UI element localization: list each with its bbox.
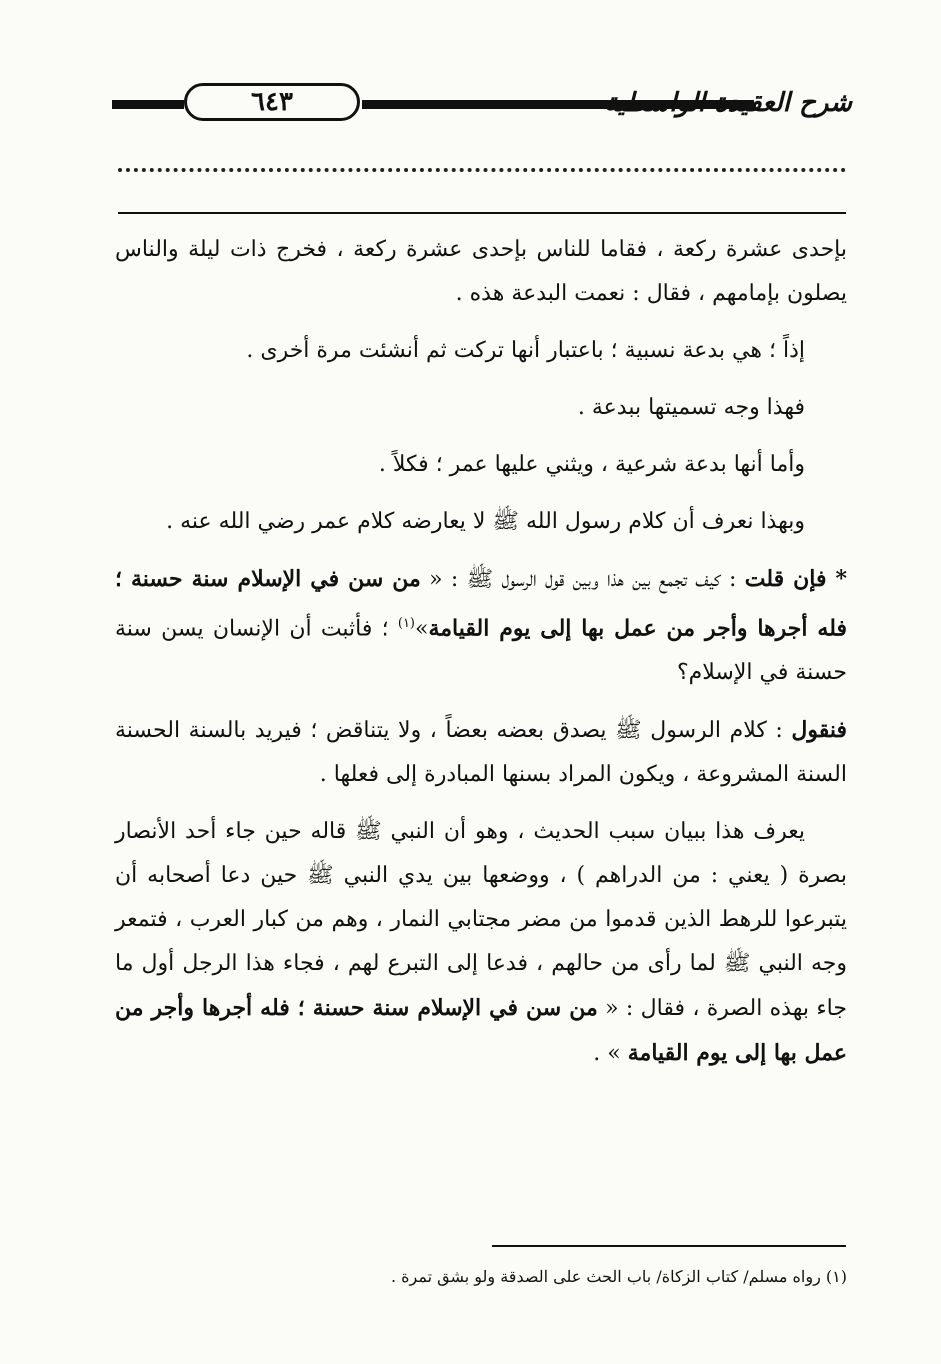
paragraph-4: وأما أنها بدعة شرعية ، ويثني عليها عمر ؛ فكلاً .: [378, 452, 805, 477]
paragraph-2: إذاً ؛ هي بدعة نسبية ؛ باعتبار أنها تركت ثم أنشئت مرة أخرى .: [246, 338, 805, 363]
hadith-context: يعرف هذا ببيان سبب الحديث ، وهو أن النبي ﷺ قاله حين جاء أحد الأنصار بصرة ( يعني : من الدراهم ) ، ووضعها بين يدي النبي ﷺ حين دعا أصحابه أن يتبرعوا للرهط الذين قدموا من مضر مجتابي النمار ، وهم من كبار العرب ، فتمعر وجه النبي ﷺ لما رأى من حالهم ، فدعا إلى التبرع لهم ، فجاء هذا الرجل أول ما جاء بهذه الصرة ، فقال : «: [115, 819, 847, 1022]
header-rule-left: [112, 100, 184, 109]
footnote-ref: (١): [397, 616, 415, 631]
question-tail: ؛ فأثبت أن الإنسان يسن سنة حسنة في الإسلام؟: [115, 616, 847, 686]
paragraph-3: فهذا وجه تسميتها ببدعة .: [577, 395, 805, 420]
hadith-quote-2: من سن في الإسلام سنة حسنة ؛ فله أجرها وأجر من عمل بها إلى يوم القيامة: [115, 995, 847, 1067]
answer-text: : كلام الرسول ﷺ يصدق بعضه بعضاً ، ولا يتناقض ؛ فيريد بالسنة الحسنة السنة المشروعة ، ويكون المراد بسنها المبادرة إلى فعلها .: [115, 718, 847, 788]
hadith-quote: من سن في الإسلام سنة حسنة ؛ فله أجرها وأجر من عمل بها إلى يوم القيامة: [115, 566, 847, 642]
paragraph-5: وبهذا نعرف أن كلام رسول الله ﷺ لا يعارضه كلام عمر رضي الله عنه .: [166, 509, 805, 534]
paragraph-1: بإحدى عشرة ركعة ، فقاما للناس بإحدى عشرة ركعة ، فخرج ذات ليلة والناس يصلون بإمامهم ، فقال : نعمت البدعة هذه .: [115, 237, 847, 306]
main-text: [115, 228, 847, 1089]
question-lead: فإن قلت: [744, 566, 827, 592]
star-marker: *: [826, 566, 848, 592]
top-rule: [118, 212, 846, 214]
page-header: [112, 78, 852, 128]
quote-close: »: [415, 616, 429, 642]
footnote-rule: [492, 1245, 846, 1247]
paragraph-8: [115, 810, 847, 1076]
dotted-separator: [118, 168, 846, 172]
paragraph-7: [115, 708, 847, 797]
paragraph-6: [115, 557, 847, 695]
page-number: ٦٤٣: [184, 83, 360, 121]
footnote: (١) رواه مسلم/ كتاب الزكاة/ باب الحث على الصدقة ولو بشق تمرة .: [390, 1267, 847, 1286]
quote-close-2: » .: [593, 1041, 628, 1067]
answer-lead: فنقول: [791, 717, 847, 744]
book-title: شرح العقيدة الواسطية: [604, 88, 852, 118]
question-text: : كيف تجمع بين هذا وبين قول الرسول ﷺ : «: [420, 567, 745, 592]
